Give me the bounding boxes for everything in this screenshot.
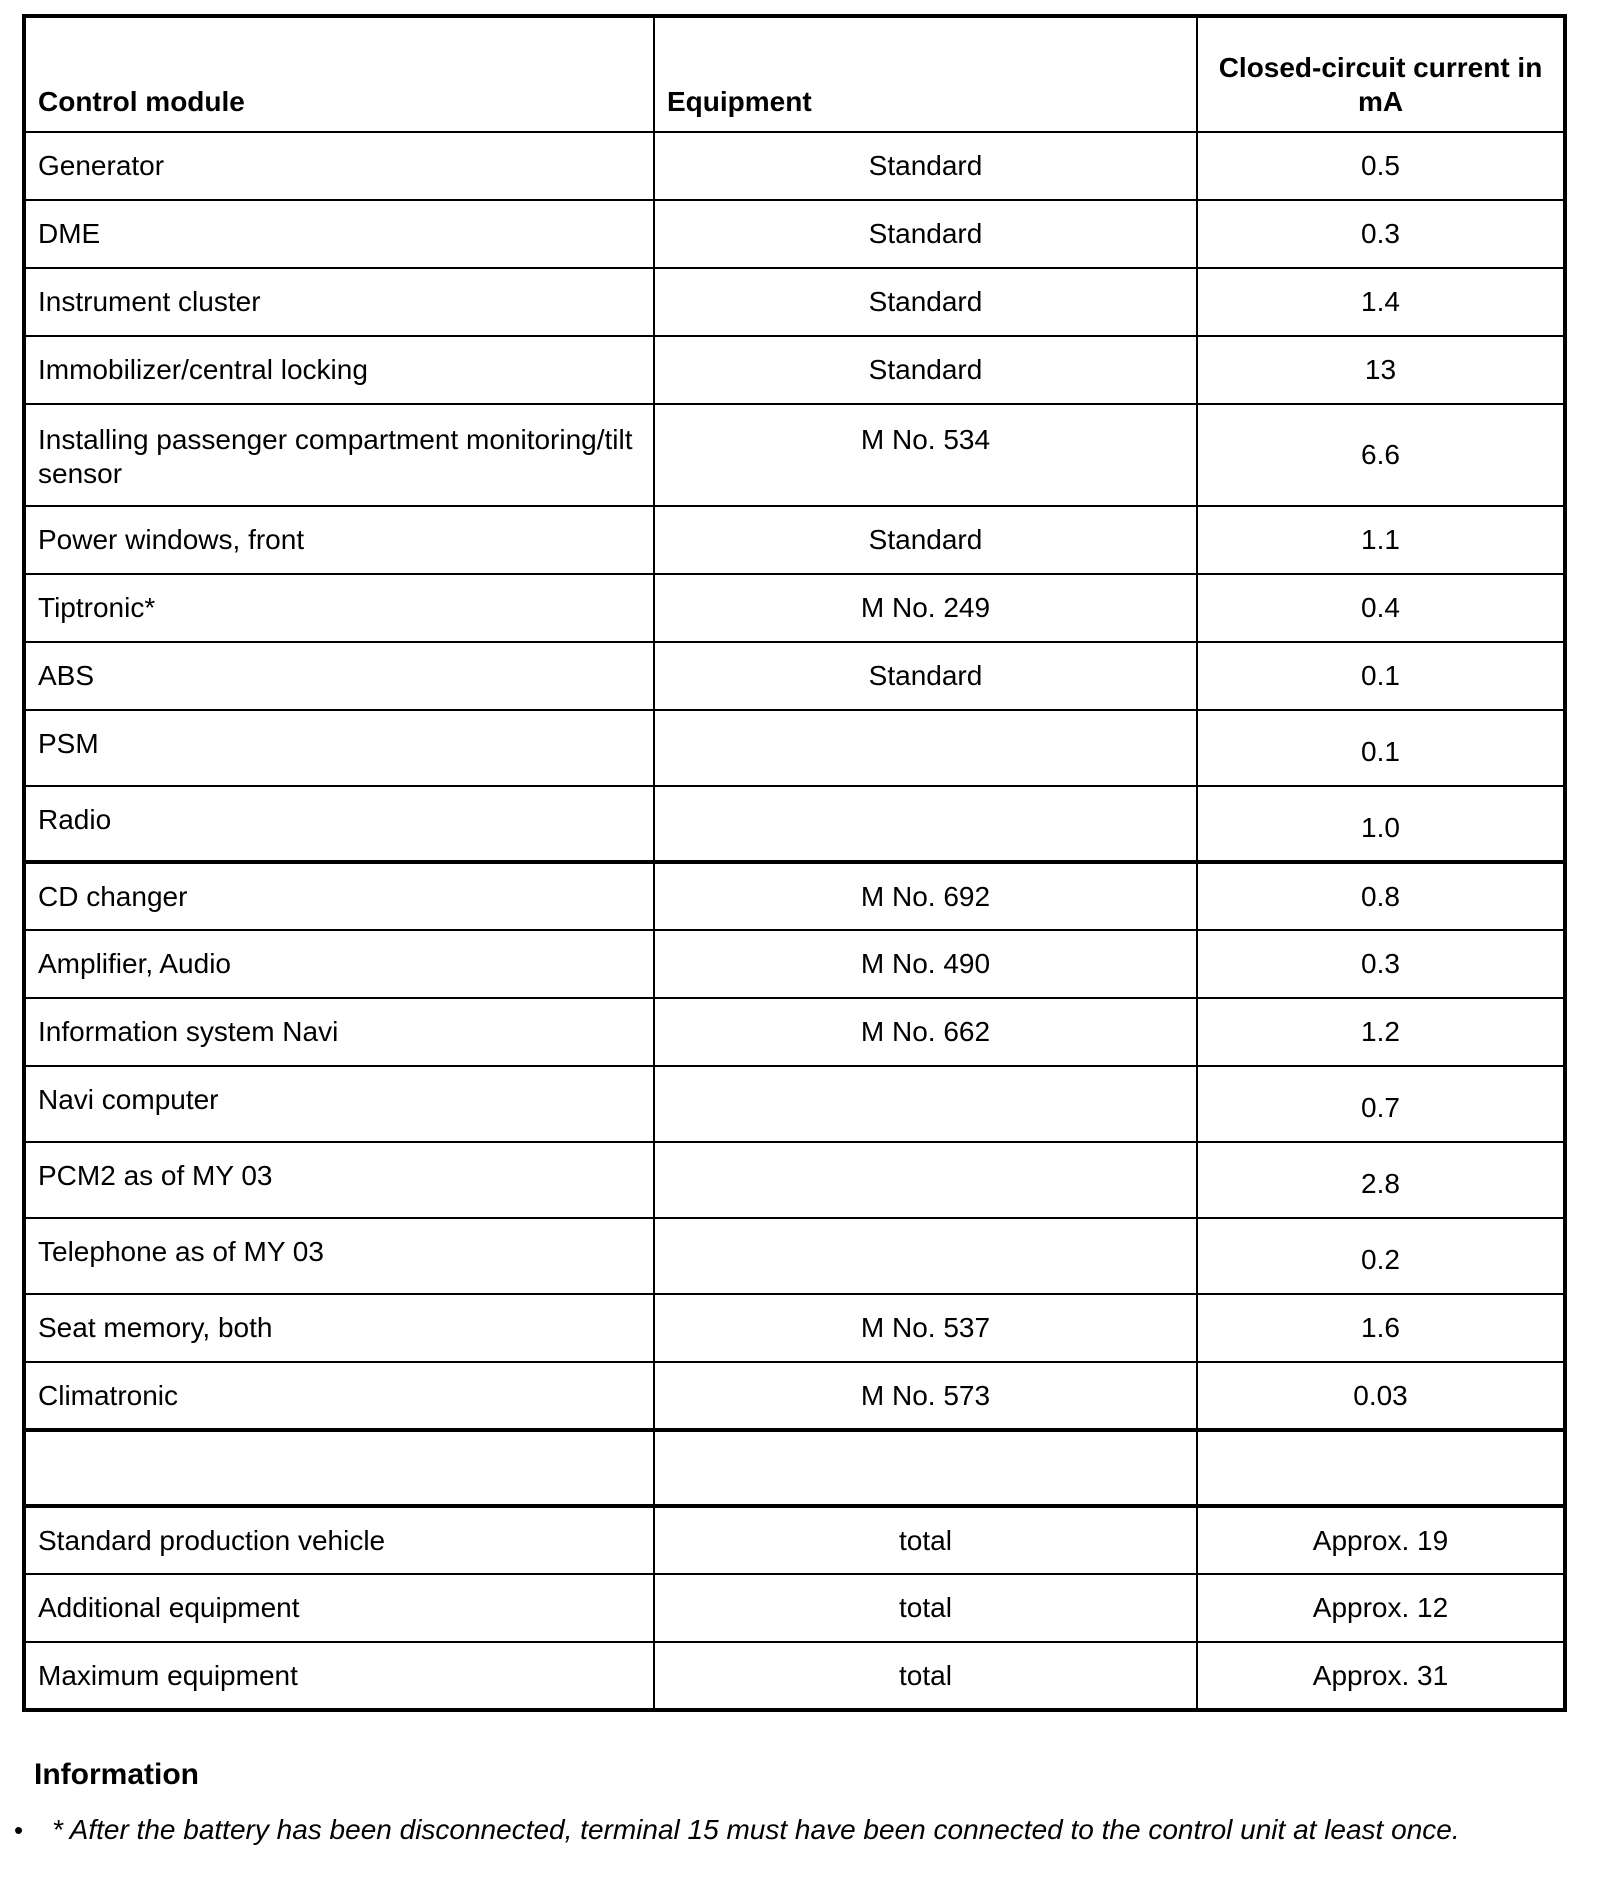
cell-current: 1.1 <box>1197 506 1565 574</box>
cell-equipment <box>654 710 1197 786</box>
header-control-module: Control module <box>24 16 654 132</box>
information-heading: Information <box>34 1758 199 1791</box>
cell-current: 0.5 <box>1197 132 1565 200</box>
table-row <box>24 404 1565 506</box>
cell-current <box>1197 1430 1565 1506</box>
cell-control-module: Information system Navi <box>24 998 654 1066</box>
header-closed-circuit-current: Closed-circuit current in mA <box>1197 16 1565 132</box>
cell-equipment: total <box>654 1642 1197 1710</box>
cell-control-module: Tiptronic* <box>24 574 654 642</box>
table-row <box>24 132 1565 200</box>
cell-current: 13 <box>1197 336 1565 404</box>
cell-equipment: Standard <box>654 336 1197 404</box>
cell-control-module: DME <box>24 200 654 268</box>
cell-equipment: M No. 490 <box>654 930 1197 998</box>
cell-control-module: Climatronic <box>24 1362 654 1430</box>
table-row <box>24 574 1565 642</box>
table-row <box>24 1294 1565 1362</box>
information-note <box>14 1812 1594 1848</box>
table-row <box>24 786 1565 862</box>
cell-equipment <box>654 1066 1197 1142</box>
cell-control-module: ABS <box>24 642 654 710</box>
cell-equipment: M No. 692 <box>654 862 1197 930</box>
cell-equipment: Standard <box>654 268 1197 336</box>
cell-current: Approx. 19 <box>1197 1506 1565 1574</box>
cell-current: 6.6 <box>1197 404 1565 506</box>
cell-equipment: total <box>654 1574 1197 1642</box>
cell-equipment: M No. 573 <box>654 1362 1197 1430</box>
cell-current: 2.8 <box>1197 1142 1565 1218</box>
cell-equipment: M No. 249 <box>654 574 1197 642</box>
bullet-icon: • <box>14 1815 24 1845</box>
cell-control-module: Telephone as of MY 03 <box>24 1218 654 1294</box>
table-row <box>24 1430 1565 1506</box>
cell-control-module: Radio <box>24 786 654 862</box>
table-row <box>24 1574 1565 1642</box>
cell-current: 1.2 <box>1197 998 1565 1066</box>
table-row <box>24 336 1565 404</box>
information-note-text: * After the battery has been disconnected, terminal 15 must have been connected to the control unit at least once. <box>52 1814 1460 1845</box>
cell-control-module: CD changer <box>24 862 654 930</box>
cell-control-module: Installing passenger compartment monitoring/tilt sensor <box>24 404 654 506</box>
cell-equipment: M No. 537 <box>654 1294 1197 1362</box>
table-row <box>24 710 1565 786</box>
cell-control-module: Power windows, front <box>24 506 654 574</box>
cell-current: 1.6 <box>1197 1294 1565 1362</box>
cell-current: 0.2 <box>1197 1218 1565 1294</box>
table-row <box>24 268 1565 336</box>
cell-equipment: total <box>654 1506 1197 1574</box>
cell-equipment <box>654 1430 1197 1506</box>
table-row <box>24 1506 1565 1574</box>
table-row <box>24 200 1565 268</box>
cell-current: Approx. 12 <box>1197 1574 1565 1642</box>
table-row <box>24 1642 1565 1710</box>
cell-equipment <box>654 786 1197 862</box>
cell-control-module: Navi computer <box>24 1066 654 1142</box>
table-row <box>24 930 1565 998</box>
cell-equipment <box>654 1218 1197 1294</box>
cell-equipment: Standard <box>654 200 1197 268</box>
table-row <box>24 998 1565 1066</box>
header-equipment: Equipment <box>654 16 1197 132</box>
cell-control-module <box>24 1430 654 1506</box>
cell-control-module: Generator <box>24 132 654 200</box>
cell-current: 1.4 <box>1197 268 1565 336</box>
table-body <box>24 132 1565 1710</box>
cell-equipment: Standard <box>654 132 1197 200</box>
cell-equipment: M No. 662 <box>654 998 1197 1066</box>
cell-current: 0.3 <box>1197 200 1565 268</box>
cell-control-module: PSM <box>24 710 654 786</box>
cell-control-module: PCM2 as of MY 03 <box>24 1142 654 1218</box>
cell-current: 0.8 <box>1197 862 1565 930</box>
cell-control-module: Amplifier, Audio <box>24 930 654 998</box>
cell-control-module: Maximum equipment <box>24 1642 654 1710</box>
cell-current: 0.4 <box>1197 574 1565 642</box>
cell-equipment: M No. 534 <box>654 404 1197 506</box>
table-row <box>24 862 1565 930</box>
cell-control-module: Instrument cluster <box>24 268 654 336</box>
table-row <box>24 1142 1565 1218</box>
cell-current: 0.7 <box>1197 1066 1565 1142</box>
cell-control-module: Standard production vehicle <box>24 1506 654 1574</box>
cell-control-module: Seat memory, both <box>24 1294 654 1362</box>
table-row <box>24 1218 1565 1294</box>
cell-current: 0.3 <box>1197 930 1565 998</box>
table-row <box>24 1362 1565 1430</box>
cell-control-module: Immobilizer/central locking <box>24 336 654 404</box>
cell-current: 0.03 <box>1197 1362 1565 1430</box>
cell-control-module: Additional equipment <box>24 1574 654 1642</box>
cell-current: 0.1 <box>1197 642 1565 710</box>
table-header-row <box>24 16 1565 132</box>
cell-current: Approx. 31 <box>1197 1642 1565 1710</box>
cell-equipment: Standard <box>654 506 1197 574</box>
table-row <box>24 506 1565 574</box>
closed-circuit-current-table <box>22 14 1567 1712</box>
cell-equipment: Standard <box>654 642 1197 710</box>
cell-current: 0.1 <box>1197 710 1565 786</box>
table-row <box>24 1066 1565 1142</box>
cell-current: 1.0 <box>1197 786 1565 862</box>
table-row <box>24 642 1565 710</box>
cell-equipment <box>654 1142 1197 1218</box>
